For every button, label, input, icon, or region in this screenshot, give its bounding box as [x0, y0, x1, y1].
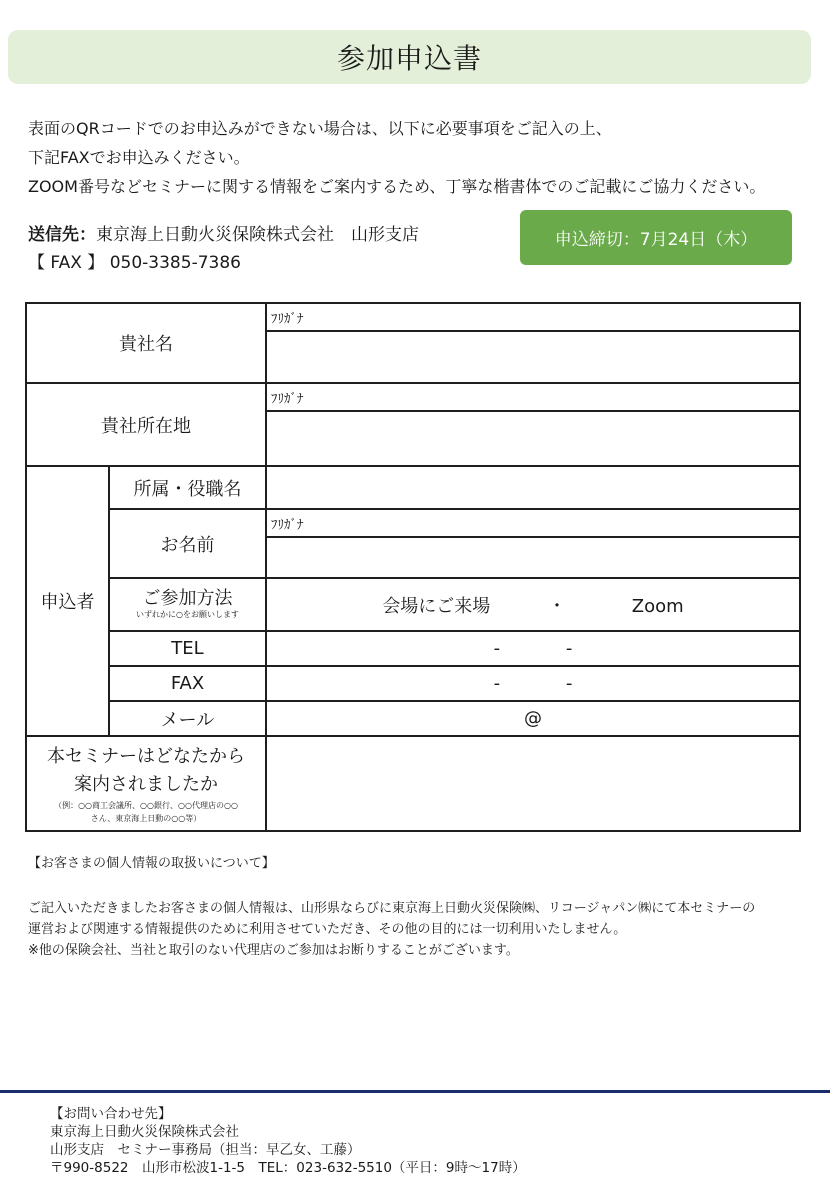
send-to-label: 送信先：	[28, 225, 96, 245]
application-form	[25, 302, 801, 832]
name-furigana-field[interactable]: ﾌﾘｶﾞﾅ	[266, 509, 800, 537]
company-address-label: 貴社所在地	[26, 383, 266, 466]
referral-line-1: 本セミナーはどなたから	[47, 745, 245, 767]
privacy-line-2: 運営および関連する情報提供のために利用させていただき、その他の目的には一切利用いたしません。	[28, 922, 627, 937]
option-venue[interactable]: 会場にご来場	[382, 595, 491, 617]
at-mark: @	[524, 708, 542, 729]
referral-example-2: さん、東京海上日動の○○等）	[90, 813, 202, 823]
name-field[interactable]	[266, 537, 800, 578]
tel-label: TEL	[109, 631, 266, 666]
participation-note: いずれかに○をお願いします	[136, 609, 239, 619]
fax-field-label: FAX	[109, 666, 266, 701]
privacy-heading: 【お客さまの個人情報の取扱いについて】	[28, 856, 275, 871]
intro-line-3: ZOOM番号などセミナーに関する情報をご案内するため、丁寧な楷書体でのご記載にご協力ください。	[28, 177, 766, 196]
company-name-label: 貴社名	[26, 303, 266, 383]
company-address-furigana-field[interactable]: ﾌﾘｶﾞﾅ	[266, 383, 800, 411]
privacy-line-3: ※他の保険会社、当社と取引のない代理店のご参加はお断りすることがございます。	[28, 943, 519, 958]
deadline-text: 申込締切：7月24日（木）	[554, 230, 758, 250]
company-name-field[interactable]	[266, 331, 800, 383]
referral-example-1: （例：○○商工会議所、○○銀行、○○代理店の○○	[54, 800, 238, 810]
referral-line-2: 案内されましたか	[74, 773, 218, 795]
department-title-label: 所属・役職名	[109, 466, 266, 509]
contact-address: 〒990-8522 山形市松波1-1-5 TEL：023-632-5510（平日：9時～17時）	[50, 1160, 526, 1176]
company-address-field[interactable]	[266, 411, 800, 466]
tel-dash-2: -	[565, 638, 573, 659]
fax-number: 050-3385-7386	[109, 253, 241, 273]
tel-field[interactable]	[266, 631, 800, 666]
participation-method-text: ご参加方法	[142, 587, 233, 609]
department-title-field[interactable]	[266, 466, 800, 509]
page-title	[8, 30, 811, 84]
mail-label: メール	[109, 701, 266, 736]
option-zoom[interactable]: Zoom	[631, 595, 684, 617]
deadline-badge	[520, 210, 792, 265]
tel-dash-1: -	[493, 638, 501, 659]
contact-heading: 【お問い合わせ先】	[50, 1106, 172, 1122]
fax-label: 【 FAX 】	[28, 253, 105, 273]
send-to-block	[28, 221, 419, 277]
privacy-line-1: ご記入いただきましたお客さまの個人情報は、山形県ならびに東京海上日動火災保険㈱、リコージャパン㈱にて本セミナーの	[28, 901, 756, 916]
applicant-label: 申込者	[26, 466, 109, 736]
contact-office: 山形支店 セミナー事務局（担当：早乙女、工藤）	[50, 1142, 361, 1158]
fax-field[interactable]	[266, 666, 800, 701]
footer-divider	[0, 1090, 830, 1093]
intro-text	[28, 114, 765, 201]
fax-dash-1: -	[493, 673, 501, 694]
participation-method-label	[109, 578, 266, 631]
your-name-label: お名前	[109, 509, 266, 578]
option-separator: ・	[548, 595, 567, 617]
referral-field[interactable]	[266, 736, 800, 831]
privacy-text	[28, 898, 755, 961]
contact-company: 東京海上日動火災保険株式会社	[50, 1124, 239, 1140]
participation-options[interactable]	[266, 578, 800, 631]
referral-label	[26, 736, 266, 831]
intro-line-1: 表面のQRコードでのお申込みができない場合は、以下に必要事項をご記入の上、	[28, 119, 612, 138]
mail-field[interactable]	[266, 701, 800, 736]
fax-dash-2: -	[565, 673, 573, 694]
company-name-furigana-field[interactable]: ﾌﾘｶﾞﾅ	[266, 303, 800, 331]
intro-line-2: 下記FAXでお申込みください。	[28, 148, 250, 167]
send-to-company: 東京海上日動火災保険株式会社 山形支店	[96, 225, 419, 245]
contact-footer	[50, 1105, 526, 1177]
page-title-text: 参加申込書	[336, 42, 482, 75]
